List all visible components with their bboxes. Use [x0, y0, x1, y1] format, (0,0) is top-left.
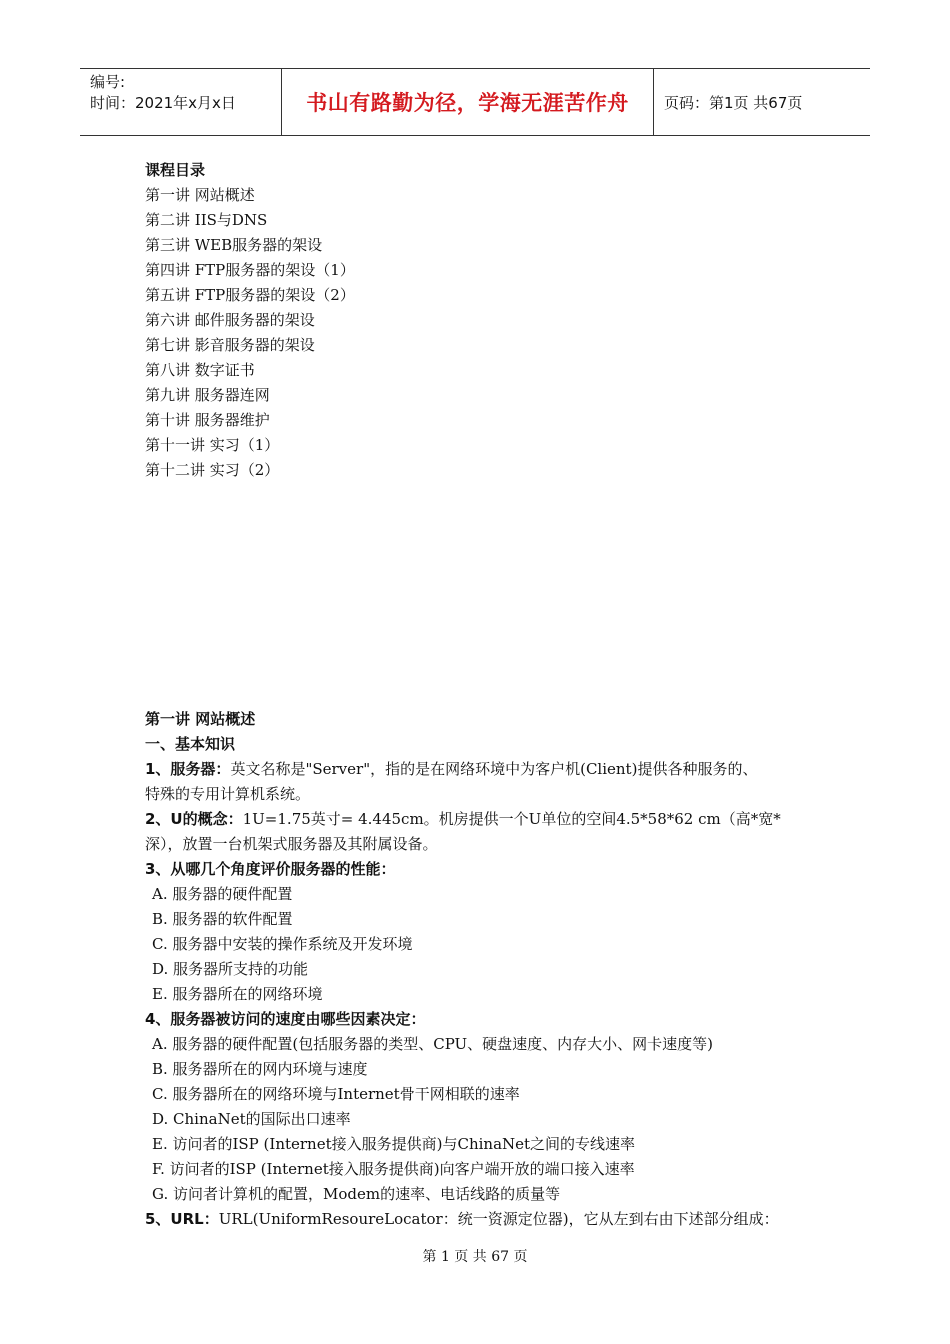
paragraph-url — [145, 1207, 825, 1232]
term-label: 2、U的概念： — [145, 810, 243, 828]
paragraph-text: 1U=1.75英寸= 4.445cm。机房提供一个U单位的空间4.5*58*62 cm（高*宽* — [242, 810, 781, 828]
header-meta — [80, 69, 282, 135]
page-footer: 第 1 页 共 67 页 — [422, 1249, 528, 1265]
toc-item: 第九讲 服务器连网 — [145, 386, 270, 404]
toc-item: 第十讲 服务器维护 — [145, 411, 270, 429]
list-item: C. 服务器中安装的操作系统及开发环境 — [152, 935, 413, 953]
list-item: D. ChinaNet的国际出口速率 — [152, 1110, 351, 1128]
toc-item: 第一讲 网站概述 — [145, 186, 255, 204]
header-motto: 书山有路勤为径，学海无涯苦作舟 — [282, 69, 654, 135]
toc-item: 第四讲 FTP服务器的架设（1） — [145, 261, 355, 279]
document-body — [145, 158, 825, 1232]
toc-item: 第十二讲 实习（2） — [145, 461, 280, 479]
paragraph-continuation: 深），放置一台机架式服务器及其附属设备。 — [145, 835, 438, 853]
list-item: C. 服务器所在的网络环境与Internet骨干网相联的速率 — [152, 1085, 520, 1103]
toc-item: 第八讲 数字证书 — [145, 361, 255, 379]
blank-space — [145, 483, 825, 707]
list-item: A. 服务器的硬件配置 — [152, 885, 293, 903]
lecture-title: 第一讲 网站概述 — [145, 710, 256, 728]
question-heading: 3、从哪几个角度评价服务器的性能： — [145, 860, 396, 878]
list-item: G. 访问者计算机的配置，Modem的速率、电话线路的质量等 — [152, 1185, 561, 1203]
paragraph-text: URL(UniformResoureLocator：统一资源定位器)，它从左到右由下述部分组成： — [218, 1210, 779, 1228]
term-label: 5、URL： — [145, 1210, 219, 1228]
toc-item: 第六讲 邮件服务器的架设 — [145, 311, 315, 329]
number-label: 编号: — [90, 73, 126, 91]
paragraph-text: 英文名称是"Server"，指的是在网络环境中为客户机(Client)提供各种服务的、 — [230, 760, 758, 778]
toc-item: 第十一讲 实习（1） — [145, 436, 280, 454]
list-item: E. 访问者的ISP (Internet接入服务提供商)与ChinaNet之间的专线速率 — [152, 1135, 636, 1153]
page-header — [80, 68, 870, 136]
toc-item: 第三讲 WEB服务器的架设 — [145, 236, 323, 254]
list-item: F. 访问者的ISP (Internet接入服务提供商)向客户端开放的端口接入速率 — [152, 1160, 635, 1178]
toc-item: 第七讲 影音服务器的架设 — [145, 336, 315, 354]
toc-item: 第五讲 FTP服务器的架设（2） — [145, 286, 355, 304]
header-page-info: 页码：第1页 共67页 — [664, 93, 803, 112]
list-item: B. 服务器的软件配置 — [152, 910, 293, 928]
list-item: D. 服务器所支持的功能 — [152, 960, 309, 978]
time-label: 时间：2021年x月x日 — [90, 94, 236, 112]
list-item: E. 服务器所在的网络环境 — [152, 985, 323, 1003]
toc-title: 课程目录 — [145, 161, 206, 179]
term-label: 1、服务器： — [145, 760, 231, 778]
paragraph-continuation: 特殊的专用计算机系统。 — [145, 785, 311, 803]
paragraph-server — [145, 757, 825, 782]
question-heading: 4、服务器被访问的速度由哪些因素决定： — [145, 1010, 426, 1028]
toc-item: 第二讲 IIS与DNS — [145, 211, 268, 229]
list-item: A. 服务器的硬件配置(包括服务器的类型、CPU、硬盘速度、内存大小、网卡速度等) — [152, 1035, 714, 1053]
list-item: B. 服务器所在的网内环境与速度 — [152, 1060, 368, 1078]
section-heading: 一、基本知识 — [145, 735, 236, 753]
paragraph-u-concept — [145, 807, 825, 832]
